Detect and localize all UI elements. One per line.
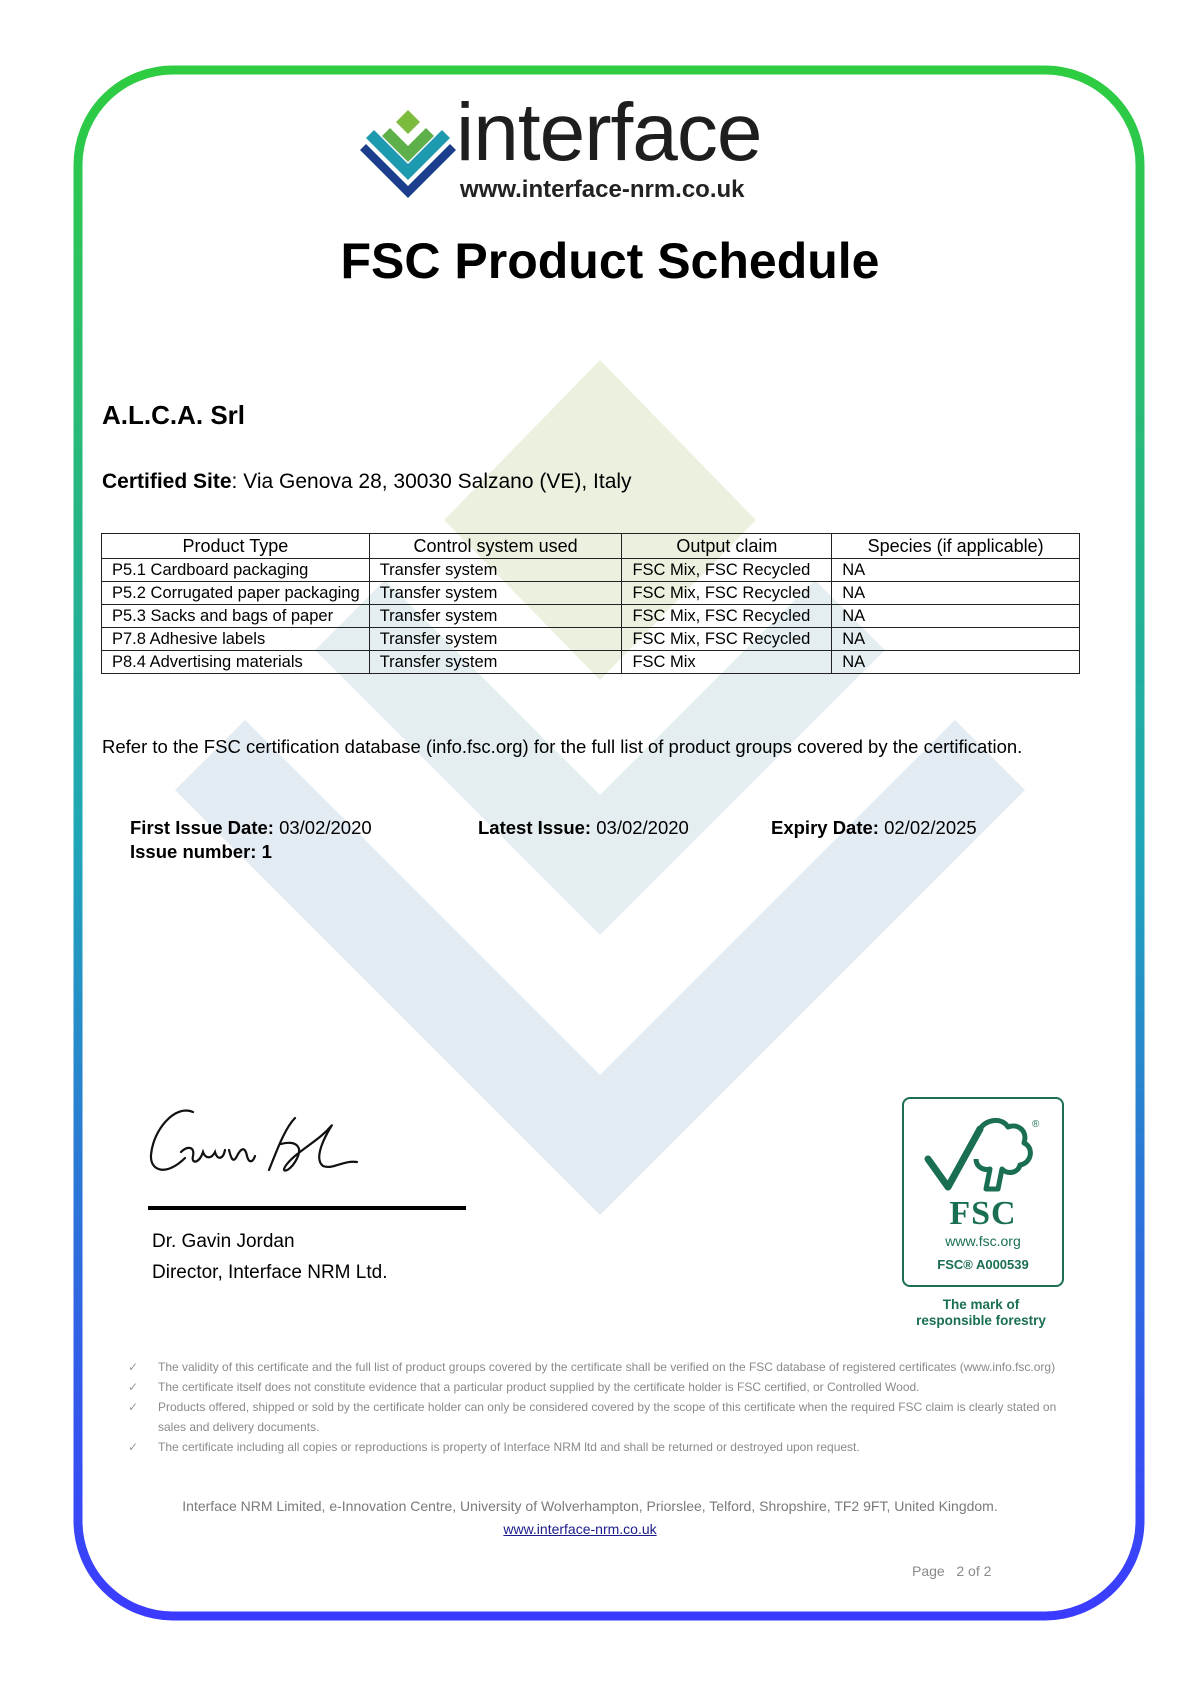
table-cell: Transfer system bbox=[369, 559, 622, 582]
footer-address: Interface NRM Limited, e-Innovation Centre, University of Wolverhampton, Priorslee, Telford, Shropshire, TF2 9FT, United Kingdom. bbox=[182, 1498, 998, 1514]
fsc-logo-code: FSC® A000539 bbox=[937, 1257, 1029, 1272]
signature-line bbox=[148, 1206, 466, 1210]
table-header: Species (if applicable) bbox=[832, 534, 1080, 559]
product-schedule-table bbox=[101, 533, 1080, 674]
table-row bbox=[102, 605, 1080, 628]
table-row bbox=[102, 651, 1080, 674]
certified-site-label: Certified Site bbox=[102, 470, 232, 493]
certified-site bbox=[102, 470, 632, 494]
table-cell: P5.2 Corrugated paper packaging bbox=[102, 582, 370, 605]
fsc-tree-check-icon bbox=[924, 1113, 1044, 1199]
signature bbox=[145, 1100, 365, 1190]
table-cell: NA bbox=[832, 582, 1080, 605]
table-cell: NA bbox=[832, 559, 1080, 582]
table-cell: FSC Mix, FSC Recycled bbox=[622, 628, 832, 651]
table-header-row bbox=[102, 534, 1080, 559]
refer-note: Refer to the FSC certification database (info.fsc.org) for the full list of product groups covered by the certification. bbox=[102, 736, 1023, 757]
fsc-mark-line2: responsible forestry bbox=[916, 1313, 1046, 1328]
page-number bbox=[912, 1563, 991, 1579]
page-title: FSC Product Schedule bbox=[340, 233, 880, 289]
latest-issue-block bbox=[478, 817, 689, 839]
table-cell: P8.4 Advertising materials bbox=[102, 651, 370, 674]
fsc-logo bbox=[902, 1097, 1064, 1287]
signatory-name: Dr. Gavin Jordan bbox=[152, 1231, 295, 1252]
table-cell: P5.1 Cardboard packaging bbox=[102, 559, 370, 582]
table-cell: P7.8 Adhesive labels bbox=[102, 628, 370, 651]
interface-logo bbox=[360, 87, 800, 210]
interface-logo-url: www.interface-nrm.co.uk bbox=[460, 176, 745, 203]
certified-site-value: : Via Genova 28, 30030 Salzano (VE), Italy bbox=[231, 470, 632, 493]
signatory-title: Director, Interface NRM Ltd. bbox=[152, 1262, 388, 1283]
note-text: The certificate including all copies or reproductions is property of Interface NRM ltd and shall be returned or destroyed upon request. bbox=[158, 1440, 860, 1454]
interface-logo-icon bbox=[360, 108, 456, 200]
note-item bbox=[128, 1377, 1058, 1397]
certificate-notes bbox=[128, 1357, 1058, 1457]
note-item bbox=[128, 1437, 1058, 1457]
note-item bbox=[128, 1397, 1058, 1437]
table-cell: FSC Mix, FSC Recycled bbox=[622, 559, 832, 582]
table-cell: FSC Mix, FSC Recycled bbox=[622, 582, 832, 605]
check-icon: ✓ bbox=[128, 1360, 139, 1374]
note-text: Products offered, shipped or sold by the certificate holder can only be considered covered by the scope of this certificate when the required FSC claim is clearly stated on sales and delivery documents. bbox=[158, 1400, 1057, 1434]
table-cell: FSC Mix, FSC Recycled bbox=[622, 605, 832, 628]
expiry-label: Expiry Date: bbox=[771, 817, 879, 838]
svg-text:®: ® bbox=[1032, 1119, 1040, 1130]
table-cell: NA bbox=[832, 651, 1080, 674]
table-header: Product Type bbox=[102, 534, 370, 559]
note-text: The validity of this certificate and the full list of product groups covered by the certificate shall be verified on the FSC database of registered certificates (www.info.fsc.org) bbox=[158, 1360, 1056, 1374]
table-row bbox=[102, 582, 1080, 605]
table-cell: FSC Mix bbox=[622, 651, 832, 674]
table-row bbox=[102, 559, 1080, 582]
signatory-block bbox=[152, 1226, 387, 1288]
page-value: 2 of 2 bbox=[956, 1563, 992, 1579]
first-issue-label: First Issue Date: bbox=[130, 817, 274, 838]
table-header: Output claim bbox=[622, 534, 832, 559]
first-issue-block bbox=[130, 817, 372, 863]
footer-link[interactable]: www.interface-nrm.co.uk bbox=[503, 1521, 657, 1537]
fsc-mark-line1: The mark of bbox=[942, 1297, 1020, 1312]
table-cell: Transfer system bbox=[369, 582, 622, 605]
fsc-logo-url: www.fsc.org bbox=[945, 1233, 1021, 1249]
table-cell: NA bbox=[832, 628, 1080, 651]
expiry-block bbox=[771, 817, 977, 839]
latest-issue-value: 03/02/2020 bbox=[591, 817, 689, 838]
company-name: A.L.C.A. Srl bbox=[102, 400, 246, 430]
issue-number-label: Issue number: bbox=[130, 841, 257, 862]
first-issue-value: 03/02/2020 bbox=[273, 817, 372, 838]
table-header: Control system used bbox=[369, 534, 622, 559]
table-cell: Transfer system bbox=[369, 605, 622, 628]
interface-logo-wordmark: interface bbox=[456, 87, 762, 178]
table-row bbox=[102, 628, 1080, 651]
check-icon: ✓ bbox=[128, 1440, 139, 1454]
table-cell: Transfer system bbox=[369, 628, 622, 651]
latest-issue-label: Latest Issue: bbox=[478, 817, 592, 838]
fsc-logo-name: FSC bbox=[949, 1195, 1017, 1232]
note-item bbox=[128, 1357, 1058, 1377]
issue-number-value: 1 bbox=[256, 841, 272, 862]
fsc-mark-caption bbox=[893, 1297, 1069, 1329]
table-cell: Transfer system bbox=[369, 651, 622, 674]
check-icon: ✓ bbox=[128, 1400, 139, 1414]
page-label: Page bbox=[912, 1563, 945, 1579]
table-cell: NA bbox=[832, 605, 1080, 628]
note-text: The certificate itself does not constitute evidence that a particular product supplied by the certificate holder is FSC certified, or Controlled Wood. bbox=[158, 1380, 920, 1394]
table-cell: P5.3 Sacks and bags of paper bbox=[102, 605, 370, 628]
expiry-value: 02/02/2025 bbox=[878, 817, 977, 838]
check-icon: ✓ bbox=[128, 1380, 139, 1394]
